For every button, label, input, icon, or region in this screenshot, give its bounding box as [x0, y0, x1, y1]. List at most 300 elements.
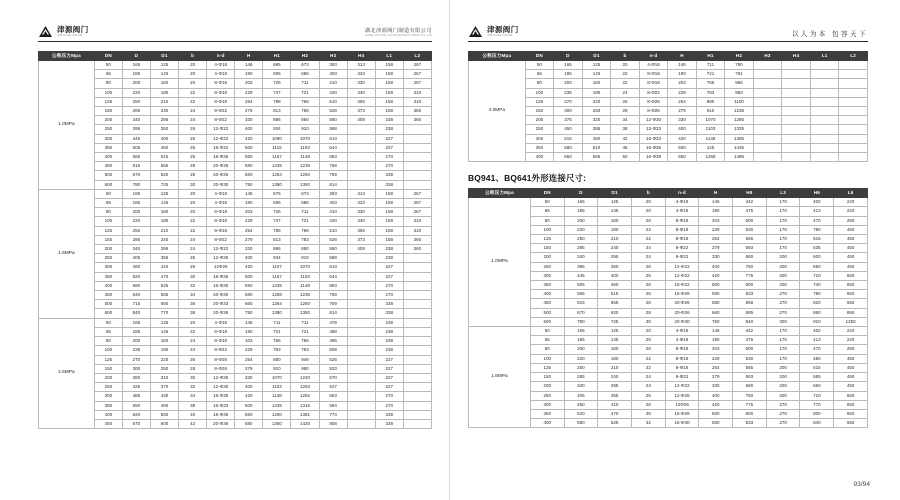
column-header-d: D [122, 52, 150, 61]
table-cell [810, 97, 839, 106]
table-cell: 480 [800, 354, 834, 363]
table-1-header-row [39, 52, 432, 61]
table-cell: 1235 [263, 162, 291, 171]
table-cell: 360 [403, 116, 431, 125]
table-cell: 220 [150, 355, 178, 364]
dimensions-table-2-wrapper [468, 51, 868, 162]
column-header-b: b [611, 52, 640, 61]
table-cell: 1100 [725, 97, 754, 106]
table-cell: 80 [94, 208, 122, 217]
table-cell: 4-Φ18 [207, 61, 235, 70]
table-cell [810, 70, 839, 79]
table-cell: 565 [564, 290, 598, 299]
table-cell [347, 392, 375, 401]
table-cell: 300 [94, 392, 122, 401]
table-cell: 588 [319, 125, 347, 134]
table-cell: 420 [699, 271, 733, 280]
table-cell: 758 [319, 162, 347, 171]
table-cell: 170 [766, 207, 800, 216]
table-cell: 410 [598, 400, 632, 409]
table-cell: 1350 [263, 419, 291, 428]
table-cell: 460 [598, 281, 632, 290]
table-cell: 1285 [725, 116, 754, 125]
table-cell: 934 [263, 254, 291, 263]
table-cell [347, 162, 375, 171]
table-cell: 1148 [696, 134, 725, 143]
table-cell: 8-Φ18 [207, 208, 235, 217]
table-cell: 400 [598, 271, 632, 280]
table-cell: 550 [699, 290, 733, 299]
table-cell [347, 180, 375, 189]
table-cell: 20 [631, 198, 665, 207]
table-cell [403, 180, 431, 189]
table-cell: 560 [319, 245, 347, 254]
table-cell: 8-Φ18 [207, 226, 235, 235]
table-cell: 12-Φ26 [207, 373, 235, 382]
table-cell: 203 [235, 208, 263, 217]
table-cell: 8-Φ22 [665, 244, 699, 253]
table-cell [347, 125, 375, 134]
table-cell: 200 [530, 382, 564, 391]
table-cell [782, 134, 811, 143]
table-cell: 355 [150, 254, 178, 263]
table-cell: 600 [800, 253, 834, 262]
table-row [39, 337, 432, 346]
table-cell: 860 [291, 116, 319, 125]
right-page-header [468, 12, 868, 42]
table-cell: 200 [122, 79, 150, 88]
table-cell [753, 61, 782, 70]
table-cell: 8-Φ18 [665, 225, 699, 234]
table-cell: 270 [554, 97, 583, 106]
table-cell: 530 [733, 225, 767, 234]
table-cell: 385 [582, 125, 611, 134]
table-cell: 16-Φ22 [207, 143, 235, 152]
table-cell: 1260 [263, 410, 291, 419]
table-cell: 320 [582, 116, 611, 125]
table-cell [403, 401, 431, 410]
table-row [39, 189, 432, 198]
table-row [39, 180, 432, 189]
table-cell: 393 [319, 61, 347, 70]
table-cell: 340 [347, 217, 375, 226]
dimensions-table-2 [468, 51, 868, 162]
table-row [39, 383, 432, 392]
table-cell: 1148 [263, 392, 291, 401]
table-cell: 26 [179, 355, 207, 364]
table-cell: 180 [598, 354, 632, 363]
table-cell: 200 [564, 216, 598, 225]
table-cell: 1115 [263, 143, 291, 152]
column-header-h1: H1 [696, 52, 725, 61]
table-cell: 786 [291, 107, 319, 116]
table-cell: 1235 [291, 291, 319, 300]
table-cell: 330 [347, 79, 375, 88]
table-cell: 403 [319, 70, 347, 79]
table-cell [810, 116, 839, 125]
table-cell [839, 153, 868, 162]
table-cell: 22 [179, 88, 207, 97]
table-cell: 460 [122, 263, 150, 272]
table-cell: 450 [834, 382, 868, 391]
table-cell: 910 [696, 107, 725, 116]
table-cell [753, 97, 782, 106]
table-cell: 780 [564, 317, 598, 326]
left-page-header [38, 12, 432, 42]
table-cell: 450 [834, 225, 868, 234]
table-cell: 580 [235, 419, 263, 428]
table-cell: 615 [564, 299, 598, 308]
table-cell: 165 [122, 61, 150, 70]
table-cell: 934 [263, 125, 291, 134]
table-cell: 338 [375, 410, 403, 419]
table-cell: 185 [122, 70, 150, 79]
table-cell: 240 [598, 244, 632, 253]
table-cell: 8-Φ18 [207, 88, 235, 97]
table-cell: 783 [263, 346, 291, 355]
table-cell [403, 346, 431, 355]
table-cell: 165 [554, 61, 583, 70]
table-cell: 721 [291, 327, 319, 336]
table-cell: 340 [347, 88, 375, 97]
table-cell [810, 125, 839, 134]
table-cell [347, 383, 375, 392]
table-cell: 400 [668, 125, 697, 134]
table-cell: 4-Φ18 [665, 336, 699, 345]
table-cell: 500 [235, 272, 263, 281]
table-cell: 509 [319, 346, 347, 355]
table-cell: 780 [122, 180, 150, 189]
column-header-l2: L2 [403, 52, 431, 61]
table-row [39, 364, 432, 373]
table-cell: 270 [375, 162, 403, 171]
table-cell: 350 [598, 262, 632, 271]
table-cell: 250 [122, 226, 150, 235]
table-cell: 323 [347, 199, 375, 208]
table-cell: 200 [766, 373, 800, 382]
table-cell: 24 [179, 346, 207, 355]
table-cell: 840 [122, 309, 150, 318]
table-cell: 170 [766, 244, 800, 253]
table-cell: 420 [319, 217, 347, 226]
table-row [39, 401, 432, 410]
table-cell: 22 [611, 79, 640, 88]
table-cell: 711 [291, 79, 319, 88]
brand-name-cn: 津源阀门 [57, 24, 89, 34]
table-cell: 620 [122, 410, 150, 419]
table-cell: 165 [564, 327, 598, 336]
table-cell: 673 [291, 61, 319, 70]
table-cell: 16-Φ30 [207, 281, 235, 290]
table-cell: 1335 [725, 125, 754, 134]
table-cell: 550 [668, 153, 697, 162]
table-cell: 50 [530, 327, 564, 336]
table-cell: 210 [150, 226, 178, 235]
table-cell: 460 [564, 400, 598, 409]
table-cell: 550 [235, 153, 263, 162]
table-cell: 313 [347, 189, 375, 198]
column-header-dn: DN [525, 52, 554, 61]
column-header-b: b [631, 189, 665, 198]
table-cell: 270 [766, 290, 800, 299]
table-cell: 250 [94, 383, 122, 392]
table-cell: 400 [530, 419, 564, 428]
table-cell: 338 [375, 180, 403, 189]
table-cell: 220 [122, 217, 150, 226]
table-cell: 420 [235, 392, 263, 401]
table-cell: 200 [766, 253, 800, 262]
table-cell: 270 [766, 409, 800, 418]
table-cell: 402 [800, 327, 834, 336]
column-header-h5: H5 [733, 189, 767, 198]
table-cell: 595 [800, 373, 834, 382]
table-cell: 267 [403, 199, 431, 208]
table-cell: 22 [631, 363, 665, 372]
table-cell: 820 [800, 299, 834, 308]
table-cell: 100 [530, 354, 564, 363]
column-header-h: H [699, 189, 733, 198]
table-row [39, 245, 432, 254]
table-cell: 721 [263, 327, 291, 336]
table-row [39, 97, 432, 106]
table-cell: 766 [291, 97, 319, 106]
table-cell: 450 [834, 354, 868, 363]
table-cell: 12-Φ22 [207, 125, 235, 134]
table-cell [403, 125, 431, 134]
table-cell: 774 [319, 410, 347, 419]
table-cell: 80 [525, 79, 554, 88]
table-cell: 355 [347, 226, 375, 235]
table-cell: 12-Φ26 [207, 254, 235, 263]
column-header-l6: L6 [834, 189, 868, 198]
table-cell: 238 [375, 125, 403, 134]
table-cell: 1380 [263, 309, 291, 318]
table-cell: 711 [263, 318, 291, 327]
table-cell: 4-Φ18 [207, 318, 235, 327]
table-cell: 770 [150, 309, 178, 318]
table-cell [347, 309, 375, 318]
table-cell: 125 [94, 355, 122, 364]
table-cell: 20-Φ30 [665, 317, 699, 326]
table-cell: 220 [564, 225, 598, 234]
table-cell: 165 [564, 198, 598, 207]
table-cell: 8-Φ18 [207, 217, 235, 226]
table-cell: 24 [179, 337, 207, 346]
table-cell: 1220 [291, 373, 319, 382]
table-cell: 150 [94, 107, 122, 116]
table-cell: 880 [291, 245, 319, 254]
table-cell [347, 355, 375, 364]
table-cell: 229 [235, 88, 263, 97]
table-cell: 200 [766, 262, 800, 271]
table-cell: 28 [631, 400, 665, 409]
table-cell: 80 [94, 337, 122, 346]
column-header-dn: DN [530, 189, 564, 198]
table-cell: 250 [564, 363, 598, 372]
table-cell: 190 [235, 199, 263, 208]
table-cell: 267 [403, 70, 431, 79]
table-cell [839, 134, 868, 143]
dimensions-table-1-wrapper [38, 51, 432, 429]
table-cell: 203 [699, 345, 733, 354]
table-cell: 270 [766, 400, 800, 409]
table-cell: 185 [564, 336, 598, 345]
table-cell: 360 [403, 235, 431, 244]
table-cell: 295 [150, 245, 178, 254]
table-cell: 125 [525, 97, 554, 106]
table-cell: 750 [733, 391, 767, 400]
table-cell: 20-Φ26 [665, 299, 699, 308]
table-cell: 165 [122, 189, 150, 198]
table-cell: 210 [598, 363, 632, 372]
table-row [39, 153, 432, 162]
table-cell: 28 [631, 299, 665, 308]
table-cell: 1103 [696, 125, 725, 134]
table-cell: 660 [235, 171, 263, 180]
table-cell: 410 [150, 263, 178, 272]
table-cell: 565 [733, 363, 767, 372]
table-cell: 525 [598, 419, 632, 428]
table-cell: 145 [150, 70, 178, 79]
table-cell: 8-Φ18 [207, 97, 235, 106]
table-cell: 1235 [725, 107, 754, 116]
table-cell: 158 [375, 70, 403, 79]
table-3-header-row [469, 189, 868, 198]
table-cell: 650 [834, 391, 868, 400]
column-header-pressure: 公称压力Mpa [39, 52, 95, 61]
table-cell: 1107 [263, 263, 291, 272]
table-cell: 1103 [291, 143, 319, 152]
table-cell: 1167 [263, 153, 291, 162]
table-cell: 26 [631, 271, 665, 280]
dimensions-table-3 [468, 188, 868, 428]
table-cell: 585 [150, 291, 178, 300]
table-row [39, 88, 432, 97]
table-cell: 200 [525, 116, 554, 125]
table-cell: 12-Φ26 [665, 391, 699, 400]
table-cell: 20 [179, 70, 207, 79]
table-cell [782, 107, 811, 116]
table-row [39, 419, 432, 428]
table-cell: 420 [235, 134, 263, 143]
table-cell: 20-Φ26 [207, 162, 235, 171]
table-cell: 670 [564, 308, 598, 317]
table-cell: 250 [122, 97, 150, 106]
table-cell: 65 [525, 70, 554, 79]
table-cell [403, 373, 431, 382]
table-cell: 8-Φ22 [207, 235, 235, 244]
table-cell: 180 [150, 217, 178, 226]
table-row [39, 116, 432, 125]
table-cell: 203 [699, 216, 733, 225]
table-cell: 670 [122, 171, 150, 180]
section-title-bq941: BQ941、BQ641外形连接尺寸: [468, 173, 587, 184]
table-cell: 270 [122, 355, 150, 364]
table-cell: 400 [94, 410, 122, 419]
table-cell: 38 [611, 125, 640, 134]
column-header-nd: n-d [639, 52, 668, 61]
table-cell: 50 [94, 61, 122, 70]
table-cell: 50 [94, 189, 122, 198]
table-cell [782, 143, 811, 152]
column-header-h2: H2 [291, 52, 319, 61]
table-cell: 400 [94, 153, 122, 162]
table-cell: 1315 [291, 401, 319, 410]
table-cell: 1103 [291, 272, 319, 281]
table-cell: 627 [319, 383, 347, 392]
table-cell: 500 [699, 409, 733, 418]
table-cell: 8-Φ26 [639, 107, 668, 116]
table-cell: 12-Φ22 [207, 134, 235, 143]
table-row [39, 318, 432, 327]
table-cell: 12-Φ33 [639, 125, 668, 134]
table-cell: 495 [319, 337, 347, 346]
table-cell: 146 [235, 318, 263, 327]
table-cell: 550 [150, 410, 178, 419]
table-cell: 238 [375, 245, 403, 254]
table-cell [347, 318, 375, 327]
table-cell: 650 [150, 300, 178, 309]
table-cell: 1167 [263, 272, 291, 281]
table-cell: 158 [375, 107, 403, 116]
table-cell [403, 410, 431, 419]
table-cell: 24 [631, 253, 665, 262]
table-cell: 640 [122, 291, 150, 300]
table-cell [839, 143, 868, 152]
table-cell: 267 [403, 61, 431, 70]
table-row [39, 309, 432, 318]
table-cell: 8-Φ26 [639, 97, 668, 106]
table-cell: 285 [122, 235, 150, 244]
table-cell: 711 [291, 318, 319, 327]
table-cell: 145 [598, 207, 632, 216]
table-cell: 850 [834, 308, 868, 317]
table-cell: 160 [598, 345, 632, 354]
table-cell: 1070 [291, 263, 319, 272]
table-cell [347, 410, 375, 419]
table-cell: 20-Φ36 [207, 419, 235, 428]
column-header-h1: H1 [263, 52, 291, 61]
table-cell: 580 [235, 162, 263, 171]
column-header-h6: H6 [800, 189, 834, 198]
table-cell: 254 [235, 355, 263, 364]
table-cell: 593 [733, 244, 767, 253]
table-cell: 185 [122, 199, 150, 208]
table-cell: 170 [766, 345, 800, 354]
table-row [469, 134, 868, 143]
table-cell: 227 [375, 272, 403, 281]
table-cell: 400 [235, 254, 263, 263]
table-cell: 158 [375, 189, 403, 198]
table-cell: 65 [530, 336, 564, 345]
table-cell: 300 [530, 400, 564, 409]
table-cell: 8-Φ22 [207, 346, 235, 355]
table-cell: 515 [598, 290, 632, 299]
table-cell [839, 88, 868, 97]
column-header-d1: D1 [582, 52, 611, 61]
table-cell: 775 [733, 271, 767, 280]
table-cell: 150 [525, 107, 554, 116]
table-cell: 660 [699, 308, 733, 317]
table-cell: 12-Φ22 [207, 245, 235, 254]
table-cell: 1235 [263, 401, 291, 410]
table-cell: 12-Φ22 [665, 262, 699, 271]
column-header-h: H [668, 52, 697, 61]
table-cell: 158 [375, 97, 403, 106]
table-cell: 100 [94, 346, 122, 355]
table-cell: 26 [179, 125, 207, 134]
table-cell: 886 [263, 245, 291, 254]
